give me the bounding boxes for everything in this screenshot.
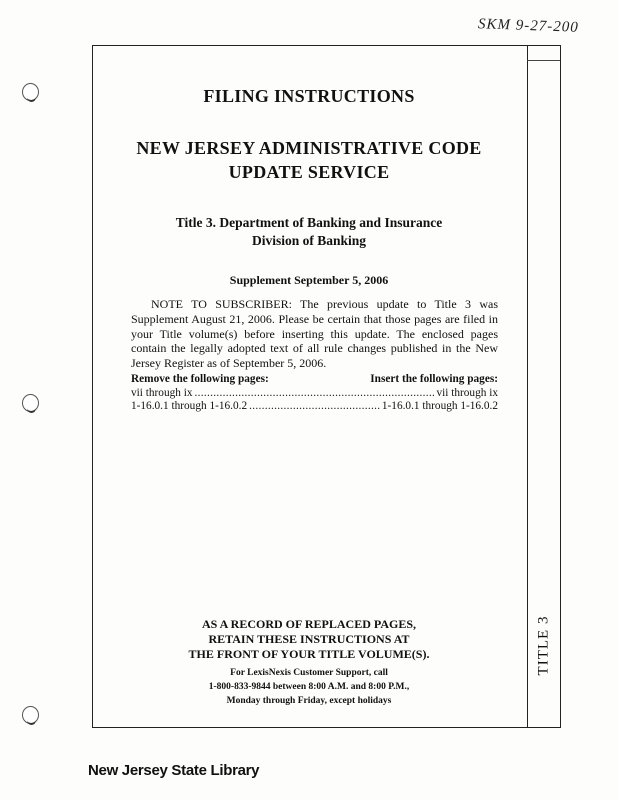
- support-phone: 1-800-833-9844 between 8:00 A.M. and 8:00 P.M.,: [208, 682, 410, 692]
- page-list-row: [131, 400, 498, 414]
- page-list-header: [131, 373, 498, 387]
- punch-hole-icon: [22, 706, 39, 724]
- dot-leader: [249, 400, 380, 414]
- supplement-date: Supplement September 5, 2006: [229, 273, 389, 287]
- subtitle-line2: Division of Banking: [251, 233, 367, 248]
- punch-hole-icon: [22, 83, 39, 101]
- record-notice: [92, 617, 526, 662]
- insert-header: Insert the following pages:: [370, 373, 498, 385]
- code-title-line2: UPDATE SERVICE: [228, 162, 390, 182]
- remove-header: Remove the following pages:: [131, 373, 269, 385]
- record-line3: THE FRONT OF YOUR TITLE VOLUME(S).: [188, 647, 430, 661]
- page-replacement-list: [131, 373, 498, 414]
- code-title: [92, 136, 526, 184]
- page-list-row: [131, 387, 498, 401]
- title-tab-label: TITLE 3: [535, 615, 551, 676]
- note-to-subscriber: [131, 297, 498, 371]
- dot-leader: [195, 387, 435, 401]
- title-tab: [527, 598, 560, 693]
- code-title-line1: NEW JERSEY ADMINISTRATIVE CODE: [136, 138, 482, 158]
- punch-hole-icon: [22, 394, 39, 412]
- support-hours: Monday through Friday, except holidays: [226, 696, 392, 706]
- page-title: FILING INSTRUCTIONS: [203, 86, 415, 106]
- handwritten-note: SKM 9-27-200: [477, 16, 580, 36]
- remove-pages: vii through ix: [131, 386, 193, 399]
- tab-divider: [527, 60, 560, 61]
- insert-pages: vii through ix: [436, 386, 498, 399]
- insert-pages: 1-16.0.1 through 1-16.0.2: [381, 400, 498, 412]
- support-info: [92, 666, 526, 708]
- subtitle-line1: Title 3. Department of Banking and Insurance: [175, 215, 443, 230]
- support-line1: For LexisNexis Customer Support, call: [230, 668, 388, 678]
- subtitle: [92, 214, 526, 250]
- remove-pages: 1-16.0.1 through 1-16.0.2: [131, 400, 248, 412]
- library-footer: New Jersey State Library: [88, 762, 260, 779]
- record-line1: AS A RECORD OF REPLACED PAGES,: [201, 617, 417, 631]
- record-line2: RETAIN THESE INSTRUCTIONS AT: [208, 632, 410, 646]
- note-text: NOTE TO SUBSCRIBER: The previous update to Title 3 was Supplement August 21, 2006. Please be certain that those pages are filed in your Title volume(s) before inserting this update. The enclosed pages contain the legally adopted text of all rule changes published in the New Jersey Register as of September 5, 2006.: [131, 297, 498, 371]
